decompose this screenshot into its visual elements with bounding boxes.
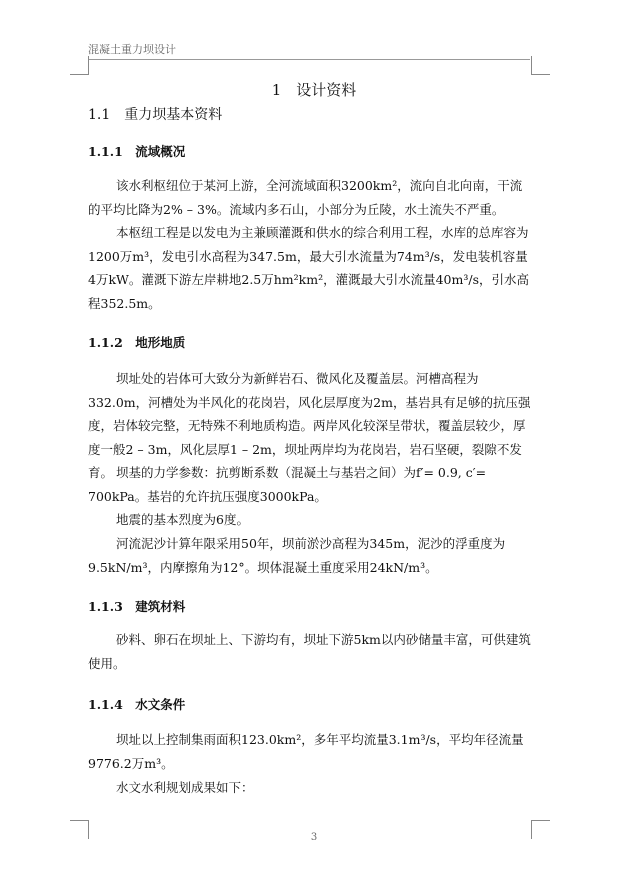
- subsection-title-hydrology: 1.1.4 水文条件: [88, 697, 186, 712]
- subsection-title-materials: 1.1.3 建筑材料: [88, 599, 186, 614]
- paragraph-sediment: 河流泥沙计算年限采用50年，坝前淤沙高程为345m，泥沙的浮重度为9.5kN/m³，内摩擦角为12°。坝体混凝土重度采用24kN/m³。: [88, 536, 506, 575]
- paragraph-mechanics: 坝基的力学参数：抗剪断系数（混凝土与基岩之间）为f′= 0.9, c′= 700kPa。基岩的允许抗压强度3000kPa。: [88, 465, 487, 504]
- paragraph-materials: 砂料、卵石在坝址上、下游均有，坝址下游5km以内砂储量丰富，可供建筑使用。: [88, 632, 531, 671]
- paragraph-hydrology: 坝址以上控制集雨面积123.0km²，多年平均流量3.1m³/s，平均年径流量9776.2万m³。: [88, 732, 524, 771]
- page-number: 3: [310, 832, 318, 843]
- paragraph-project: 本枢纽工程是以发电为主兼顾灌溉和供水的综合利用工程，水库的总库容为1200万m³，发电引水高程为347.5m，最大引水流量为74m³/s，发电装机容量4万kW。灌溉下游左岸耕地2.5万hm²km²，灌溉最大引水流量40m³/s，引水高程352.5m。: [88, 225, 530, 311]
- paragraph-watershed: 该水利枢纽位于某河上游，全河流域面积3200km²，流向自北向南，干流的平均比降为2% – 3%。流域内多石山，小部分为丘陵，水土流失不严重。: [88, 178, 523, 217]
- section-title: 1.1 重力坝基本资料: [88, 107, 223, 123]
- paragraph-rock: 坝址处的岩体可大致分为新鲜岩石、微风化及覆盖层。河槽高程为332.0m，河槽处为半风化的花岗岩，风化层厚度为2m，基岩具有足够的抗压强度，岩体较完整，无特殊不利地质构造。两岸风化较深呈带状，覆盖层较少，厚度一般2 – 3m，风化层厚1 – 2m，坝址两岸均为花岗岩，岩石坚硬，裂隙不发育。: [88, 371, 531, 480]
- subsection-title-geology: 1.1.2 地形地质: [88, 335, 186, 350]
- subsection-title-watershed: 1.1.1 流域概况: [88, 144, 186, 159]
- crop-mark-top-right: [531, 56, 550, 75]
- header-rule: [88, 59, 530, 60]
- running-header: 混凝土重力坝设计: [88, 43, 176, 56]
- paragraph-hydrology-results: 水文水利规划成果如下：: [116, 780, 254, 795]
- chapter-title: 1 设计资料: [271, 81, 357, 99]
- crop-mark-top-left: [70, 56, 89, 75]
- paragraph-earthquake: 地震的基本烈度为6度。: [116, 512, 249, 527]
